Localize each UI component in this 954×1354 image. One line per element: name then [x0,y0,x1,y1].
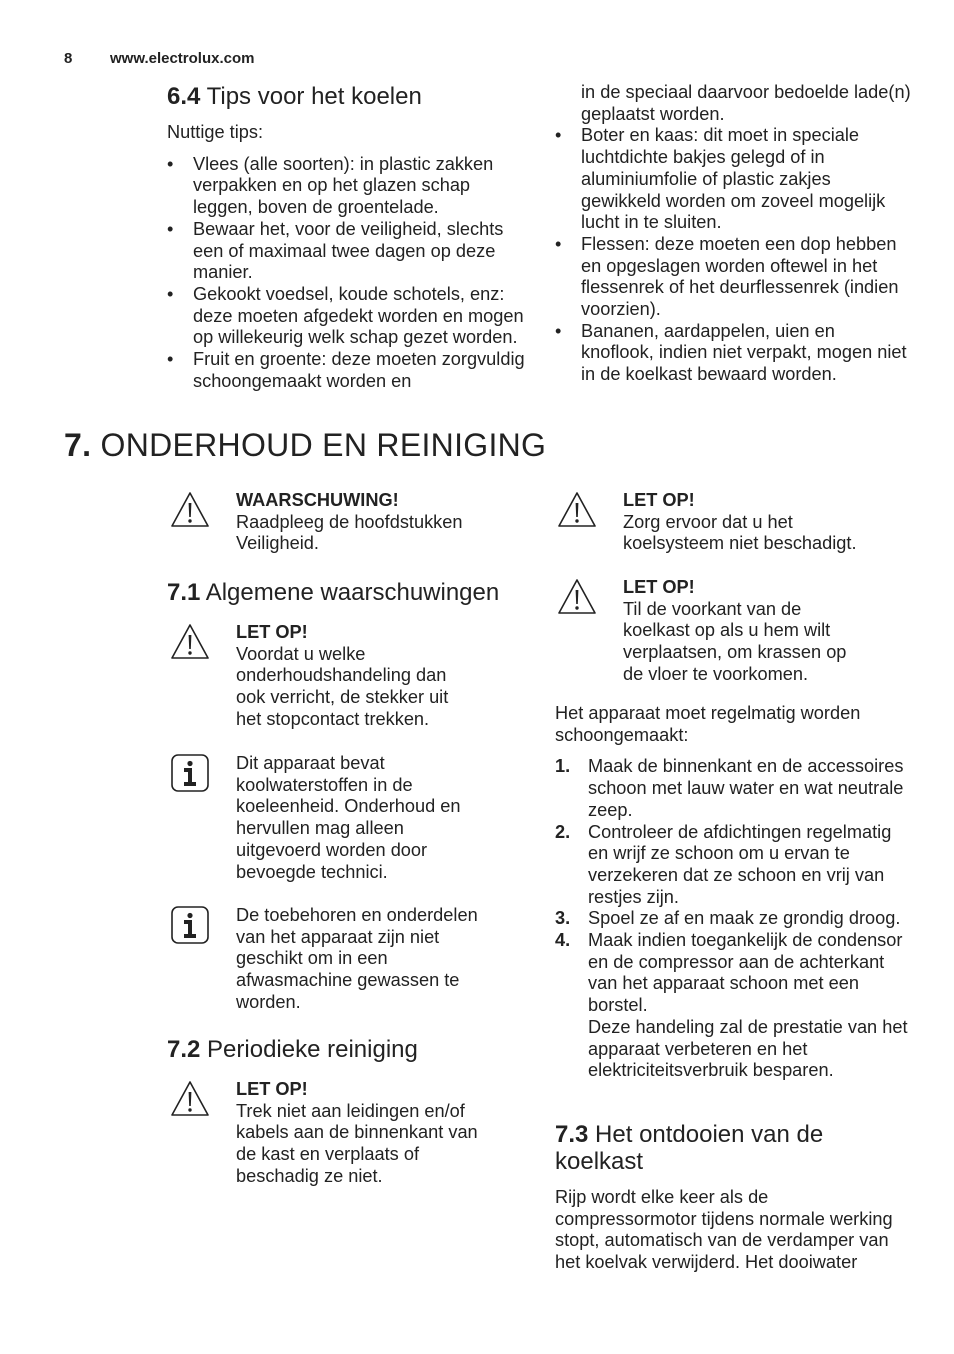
info-text: Dit apparaat bevat koolwaterstoffen in de koeleenheid. Onderhoud en hervullen mag alleen uitgevoerd worden door bevoegde technici. [236,753,461,882]
caution-title: LET OP! [623,490,695,510]
step-text: Controleer de afdichtingen regelmatig en wrijf ze schoon om u ervan te verzekeren dat ze schoon en vrij van restjes zijn. [588,821,892,907]
section-number: 7.3 [555,1121,589,1148]
step-number: 1. [555,756,571,777]
list-item: • Bewaar het, voor de veiligheid, slechts een of maximaal twee dagen op deze manier. [167,219,527,284]
cleaning-steps [555,756,911,1082]
caution-title: LET OP! [236,1079,308,1099]
list-item: • Vlees (alle soorten): in plastic zakken verpakken en op het glazen schap leggen, boven de groentelade. [167,154,527,219]
section-text: Rijp wordt elke keer als de compressormotor tijdens normale werking stopt, automatisch van de verdamper van het koelvak verwijderd. Het dooiwater [555,1187,893,1273]
section-title: Algemene waarschuwingen [205,579,500,606]
caution-text: Trek niet aan leidingen en/of kabels aan de binnenkant van de kast en verplaats of beschadig ze niet. [236,1100,478,1186]
chapter-number: 7. [64,427,92,463]
caution-text: Til de voorkant van de koelkast op als u hem wilt verplaatsen, om krassen op de vloer te voorkomen. [623,598,847,684]
warning-title: WAARSCHUWING! [236,490,399,510]
list-item: • Bananen, aardappelen, uien en knoflook, indien niet verpakt, mogen niet in de koelkast bewaard worden. [555,321,911,386]
section-7-3 [555,1121,911,1274]
caution-title: LET OP! [236,622,308,642]
warning-triangle-icon [557,577,597,617]
section-number: 6.4 [167,83,201,110]
website-url: www.electrolux.com [110,50,255,67]
step-number: 2. [555,821,571,842]
section-number: 7.2 [167,1036,201,1063]
step-number: 3. [555,908,571,929]
list-item: • Boter en kaas: dit moet in speciale luchtdichte bakjes gelegd of in aluminiumfolie of plastic zakjes gewikkeld worden om zoveel mogelijk lucht in te sluiten. [555,125,911,234]
section-7-2-heading [167,1035,418,1064]
warning-triangle-icon [170,622,210,662]
section-6-4-continued [555,82,911,386]
section-title: Het ontdooien van de koelkast [555,1121,824,1175]
info-icon [170,753,210,793]
section-title: Tips voor het koelen [206,83,422,110]
cleaning-section [555,703,911,1082]
caution-title: LET OP! [623,577,695,597]
tips-list-left [167,154,527,393]
step-text: Spoel ze af en maak ze grondig droog. [588,908,901,929]
list-item: • Fruit en groente: deze moeten zorgvuldig schoongemaakt worden en [167,349,527,392]
warning-triangle-icon [170,1079,210,1119]
step-text: Maak de binnenkant en de accessoires schoon met lauw water en wat neutrale zeep. [588,756,904,820]
section-6-4-heading [167,82,527,111]
section-7-1-heading [167,578,499,607]
section-6-4 [167,82,527,392]
list-item: • Gekookt voedsel, koude schotels, enz: deze moeten afgedekt worden en mogen op willekeurig welk schap gezet worden. [167,284,527,349]
warning-text: Raadpleeg de hoofdstukken Veiligheid. [236,511,463,554]
continued-text: in de speciaal daarvoor bedoelde lade(n) geplaatst worden. [581,82,911,124]
list-item [555,930,911,1082]
step-number: 4. [555,930,571,951]
step-extra-text: Deze handeling zal de prestatie van het apparaat verbeteren en het elektriciteitsverbruik besparen. [588,1016,908,1081]
info-text: De toebehoren en onderdelen van het apparaat zijn niet geschikt om in een afwasmachine gewassen te worden. [236,905,478,1012]
list-item [555,908,911,930]
cleaning-intro: Het apparaat moet regelmatig worden schoongemaakt: [555,703,861,745]
tips-list-right [555,125,911,385]
info-icon [170,905,210,945]
caution-text: Zorg ervoor dat u het koelsysteem niet beschadigt. [623,511,857,554]
list-item [555,822,911,909]
warning-triangle-icon [557,490,597,530]
section-title: Periodieke reiniging [207,1036,418,1063]
section-number: 7.1 [167,579,201,606]
list-item [555,756,911,821]
section-7-3-heading [555,1121,855,1175]
section-intro: Nuttige tips: [167,122,264,142]
page-number: 8 [64,50,73,67]
chapter-heading [64,425,546,465]
warning-triangle-icon [170,490,210,530]
chapter-title: ONDERHOUD EN REINIGING [100,427,547,463]
list-item: • Flessen: deze moeten een dop hebben en opgeslagen worden oftewel in het flessenrek of het deurflessenrek (indien voorzien). [555,234,911,321]
caution-text: Voordat u welke onderhoudshandeling dan ook verricht, de stekker uit het stopcontact trekken. [236,643,449,729]
step-text: Maak indien toegankelijk de condensor en de compressor aan de achterkant van het apparaat schoon met een borstel. [588,930,903,1016]
